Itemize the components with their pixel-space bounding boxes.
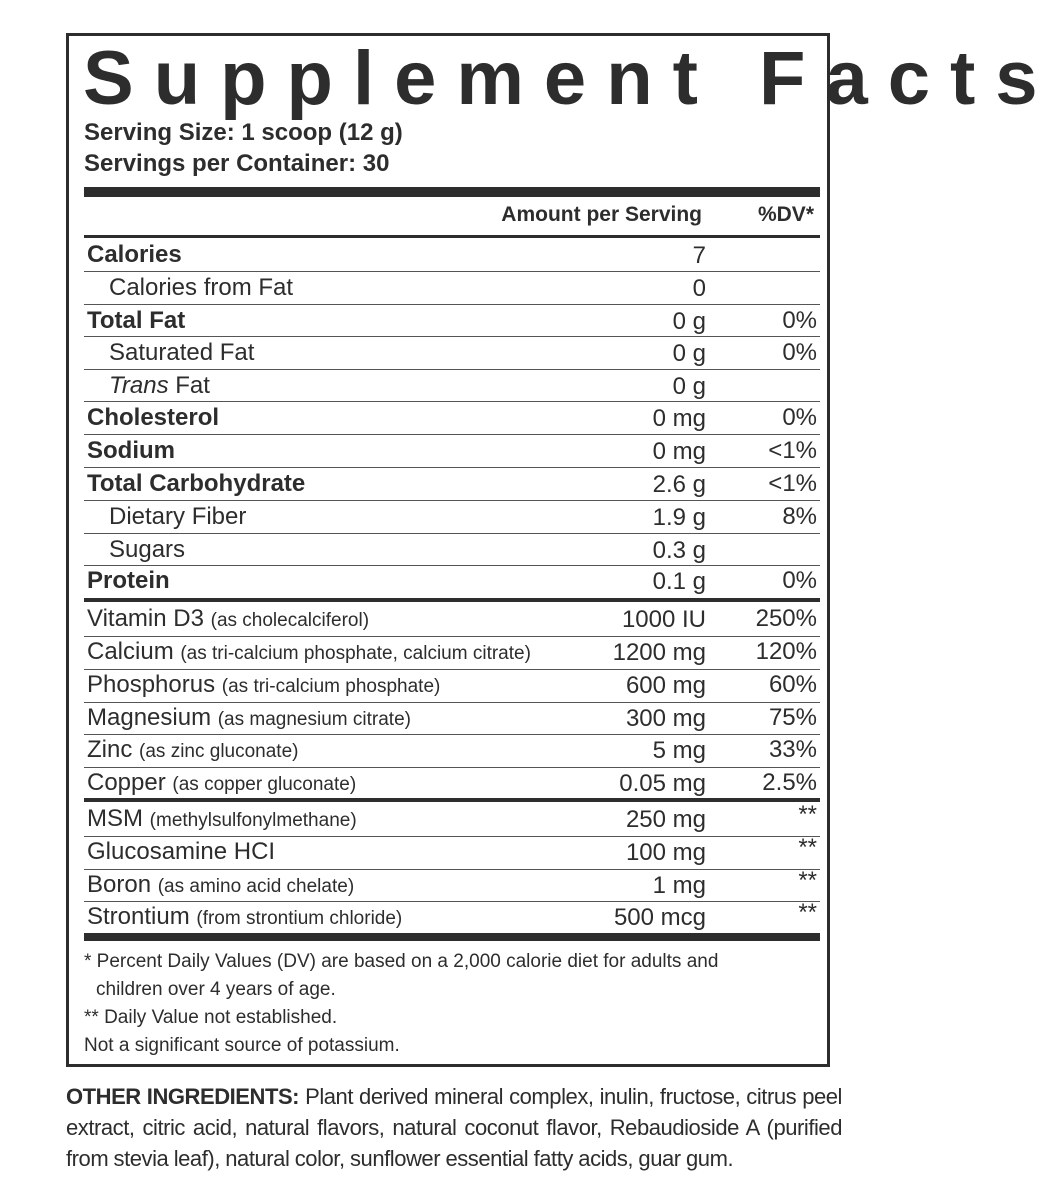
ingredient-label: Glucosamine HCI [87,838,276,865]
mineral-name [87,671,440,701]
nutrient-name: Cholesterol [87,404,220,431]
ingredient-name [87,805,357,835]
mineral-row [84,767,820,799]
mineral-row [84,603,820,635]
nutrient-amount: 0 [692,275,706,302]
ingredient-row [84,836,820,868]
mineral-name [87,704,411,734]
nutrient-dv: <1% [768,437,817,464]
mineral-name [87,736,298,766]
ingredient-row [84,803,820,835]
nutrient-name: Sugars [109,536,186,563]
nutrient-row [84,468,820,500]
footnote-dv-line1: * Percent Daily Values (DV) are based on a 2,000 calorie diet for adults and [84,951,719,972]
nutrient-dv: 0% [782,404,817,431]
mineral-amount: 1200 mg [612,639,706,666]
nutrient-dv: 0% [782,567,817,594]
nutrient-row [84,239,820,271]
nutrient-name: Sodium [87,437,175,464]
ingredient-dv: ** [798,834,817,861]
mineral-label: Calcium [87,638,174,665]
section-divider [84,598,820,602]
ingredient-amount: 250 mg [625,806,706,833]
mineral-source: (as cholecalciferol) [210,610,370,631]
nutrient-amount: 0.1 g [652,568,706,595]
ingredient-source: (as amino acid chelate) [157,876,355,897]
nutrient-row [84,272,820,304]
nutrient-name: Total Carbohydrate [87,470,306,497]
mineral-label: Vitamin D3 [87,605,204,632]
section-divider [84,798,820,802]
nutrient-amount: 2.6 g [652,471,706,498]
mineral-source: (as magnesium citrate) [217,709,411,730]
nutrient-dv: 0% [782,339,817,366]
nutrient-amount: 0 mg [652,405,706,432]
nutrient-amount: 0.3 g [652,537,706,564]
ingredient-name [87,871,354,901]
mineral-row [84,636,820,668]
daily-value-header: %DV* [757,203,814,226]
mineral-dv: 2.5% [762,769,817,796]
ingredient-amount: 500 mcg [613,904,706,931]
mineral-dv: 120% [755,638,817,665]
ingredient-dv: ** [798,899,817,926]
mineral-label: Zinc [87,736,133,763]
mineral-label: Magnesium [87,704,212,731]
nutrient-name [109,372,210,400]
mineral-amount: 600 mg [625,672,706,699]
mineral-source: (as copper gluconate) [172,774,357,795]
ingredient-name [87,903,402,933]
nutrient-amount: 0 mg [652,438,706,465]
mineral-label: Phosphorus [87,671,216,698]
ingredient-row [84,901,820,933]
footnote-not-established: ** Daily Value not established. [84,1007,338,1028]
nutrient-row [84,402,820,434]
footnote-dv-line2: children over 4 years of age. [96,979,336,1000]
top-divider-bar [84,187,820,197]
nutrient-row [84,501,820,533]
mineral-amount: 1000 IU [621,606,706,633]
nutrient-amount: 7 [692,242,706,269]
mineral-dv: 60% [768,671,817,698]
ingredient-dv: ** [798,867,817,894]
mineral-dv: 250% [755,605,817,632]
footnote-potassium: Not a significant source of potassium. [84,1035,400,1056]
mineral-dv: 75% [768,704,817,731]
mineral-label: Copper [87,769,166,796]
nutrient-row [84,337,820,369]
mineral-amount: 0.05 mg [619,770,706,797]
mineral-row [84,702,820,734]
ingredient-label: MSM [87,805,143,832]
nutrient-name: Total Fat [87,307,186,334]
supplement-facts-panel [66,33,1058,1067]
nutrient-row [84,305,820,337]
ingredient-amount: 100 mg [625,839,706,866]
nutrient-name: Saturated Fat [109,339,255,366]
nutrient-amount: 0 g [672,340,706,367]
mineral-name [87,769,356,799]
nutrient-row [84,534,820,566]
serving-size: Serving Size: 1 scoop (12 g) [84,119,403,146]
ingredient-label: Strontium [87,903,190,930]
trans-italic-label: Trans [109,372,169,399]
mineral-source: (as zinc gluconate) [139,741,299,762]
mineral-row [84,734,820,766]
amount-per-serving-header: Amount per Serving [501,203,702,226]
ingredient-source: (from strontium chloride) [196,908,403,929]
mineral-dv: 33% [768,736,817,763]
nutrient-dv: 0% [782,307,817,334]
nutrient-name: Dietary Fiber [109,503,247,530]
nutrient-amount: 1.9 g [652,504,706,531]
ingredient-row [84,869,820,901]
ingredient-name [87,838,275,868]
mineral-source: (as tri-calcium phosphate) [221,676,441,697]
nutrient-dv: 8% [782,503,817,530]
servings-per-container: Servings per Container: 30 [84,150,390,177]
ingredient-dv: ** [798,801,817,828]
mineral-amount: 5 mg [652,737,706,764]
nutrient-amount: 0 g [672,308,706,335]
bottom-divider-bar [84,933,820,941]
mineral-name [87,638,531,668]
mineral-name [87,605,369,635]
nutrient-name: Calories [87,241,182,268]
nutrient-amount: 0 g [672,373,706,400]
header-divider [84,235,820,238]
ingredient-source: (methylsulfonylmethane) [149,810,357,831]
mineral-source: (as tri-calcium phosphate, calcium citrate) [180,643,531,664]
nutrient-row [84,370,820,402]
panel-title: Supplement Facts [83,36,1058,121]
nutrient-row [84,565,820,597]
nutrient-dv: <1% [768,470,817,497]
footnotes [84,948,814,1060]
trans-fat-label: Fat [168,372,210,399]
nutrient-name: Protein [87,567,170,594]
nutrient-row [84,435,820,467]
other-ingredients-label: OTHER INGREDIENTS: [66,1084,300,1109]
ingredient-amount: 1 mg [652,872,706,899]
nutrient-name: Calories from Fat [109,274,294,301]
mineral-amount: 300 mg [625,705,706,732]
other-ingredients [66,1081,842,1174]
other-ingredients-text: Plant derived mineral complex, inulin, fructose, citrus peel extract, citric acid, natural flavors, natural coconut flavor, Rebaudioside A (purified from stevia leaf), natural color, sunflower essential fatty acids, guar gum. [66,1084,842,1171]
mineral-row [84,669,820,701]
ingredient-label: Boron [87,871,152,898]
